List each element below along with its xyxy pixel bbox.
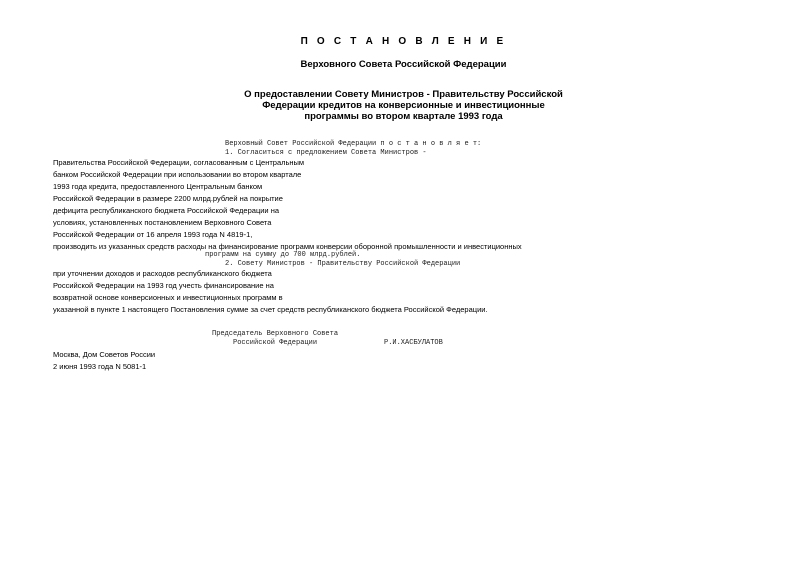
body-line: указанной в пункте 1 настоящего Постановления сумме за счет средств республиканского бюджета Российской Федерации. — [53, 305, 488, 314]
signature-title: Российской Федерации — [233, 339, 318, 347]
document-heading — [0, 89, 807, 122]
body-line: возвратной основе конверсионных и инвестиционных программ в — [53, 293, 283, 302]
heading-line: О предоставлении Совету Министров - Правительству Российской — [244, 89, 563, 100]
body-line: Российской Федерации в размере 2200 млрд.рублей на покрытие — [53, 194, 283, 203]
body-line: Российской Федерации от 16 апреля 1993 года N 4819-1, — [53, 230, 253, 239]
document-date-number: 2 июня 1993 года N 5081-1 — [53, 362, 147, 371]
document-title: П О С Т А Н О В Л Е Н И Е — [300, 36, 507, 47]
body-line: банком Российской Федерации при использовании во втором квартале — [53, 170, 302, 179]
body-line: дефицита республиканского бюджета Российской Федерации на — [53, 206, 280, 215]
heading-line: Федерации кредитов на конверсионные и инвестиционные — [262, 100, 545, 111]
signature-title: Председатель Верховного Совета — [212, 330, 339, 338]
body-line: производить из указанных средств расходы на финансирование программ конверсии оборонной промышленности и инвестиционных — [53, 242, 522, 251]
body-line: Российской Федерации на 1993 год учесть финансирование на — [53, 281, 274, 290]
body-line: условиях, установленных постановлением Верховного Совета — [53, 218, 272, 227]
body-line: Правительства Российской Федерации, согласованным с Центральным — [53, 158, 305, 167]
heading-line: программы во втором квартале 1993 года — [304, 111, 503, 122]
item1-head: 1. Согласиться с предложением Совета Министров - — [225, 149, 427, 157]
item2-head: 2. Совету Министров - Правительству Российской Федерации — [225, 260, 461, 268]
decree-intro: Верховный Совет Российской Федерации п о с т а н о в л я е т: — [225, 140, 482, 148]
item1-tail: программ на сумму до 700 млрд.рублей. — [205, 251, 361, 259]
signature-name: Р.И.ХАСБУЛАТОВ — [384, 339, 443, 347]
document-place: Москва, Дом Советов России — [53, 350, 156, 359]
body-line: 1993 года кредита, предоставленного Центральным банком — [53, 182, 263, 191]
document-subtitle: Верховного Совета Российской Федерации — [300, 59, 507, 70]
body-line: при уточнении доходов и расходов республиканского бюджета — [53, 269, 272, 278]
